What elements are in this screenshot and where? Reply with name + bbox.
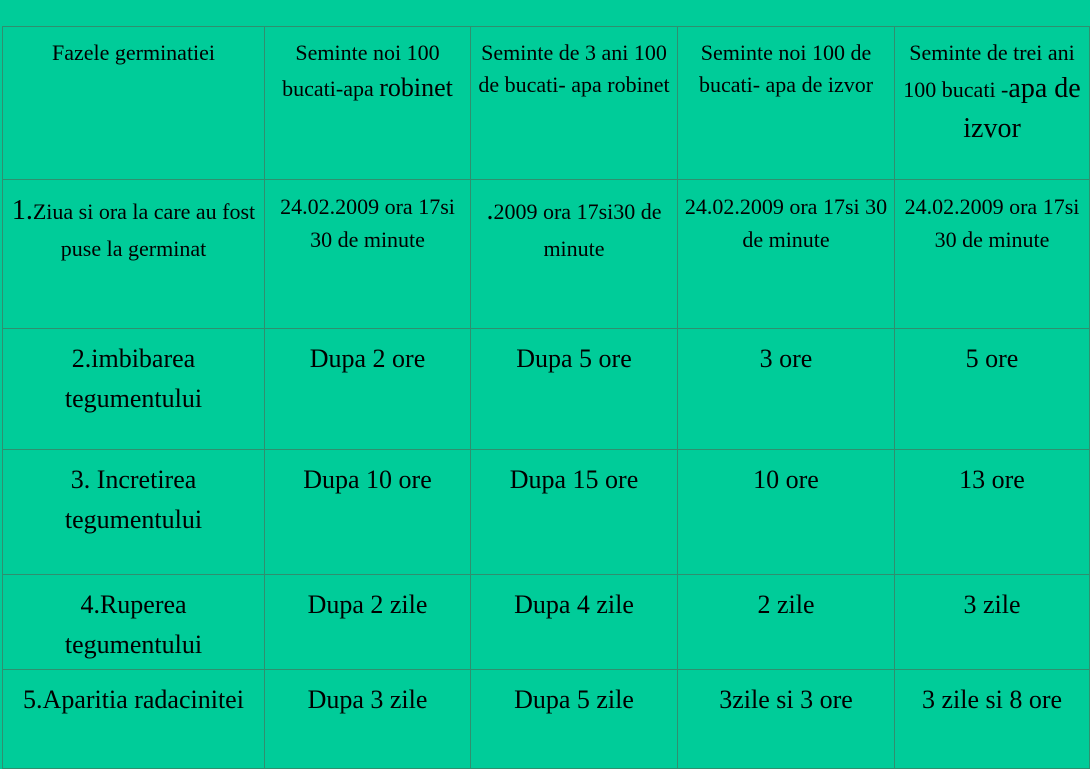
table-row: [3, 670, 1090, 769]
cell-value: 3zile si 3 ore: [719, 685, 853, 714]
value-cell: [678, 575, 895, 670]
cell-value: 5 ore: [965, 344, 1019, 373]
header-old-seeds-tap-label: Seminte de 3 ani 100 de bucati- apa robinet: [478, 40, 670, 97]
value-cell: [471, 180, 678, 329]
table-row: [3, 575, 1090, 670]
cell-value-dot: .: [486, 195, 494, 226]
phase-label: 4.Ruperea tegumentului: [64, 590, 203, 660]
cell-value: Dupa 5 zile: [514, 685, 634, 714]
cell-value: Dupa 5 ore: [516, 344, 632, 373]
value-cell: [471, 670, 678, 769]
header-new-seeds-tap-label: Seminte noi 100 bucati-apa: [282, 40, 440, 101]
phase-label: 5.Aparitia radacinitei: [23, 685, 244, 714]
cell-value: Dupa 15 ore: [509, 465, 639, 494]
cell-value: 24.02.2009 ora 17si 30 de minute: [904, 194, 1080, 252]
value-cell: [678, 180, 895, 329]
value-cell: [265, 180, 471, 329]
header-cell-old-seeds-spring-water: [895, 27, 1090, 180]
cell-value: 24.02.2009 ora 17si 30 de minute: [684, 194, 888, 252]
value-cell: [265, 575, 471, 670]
phase-number: 1.: [11, 195, 33, 226]
table-row: [3, 180, 1090, 329]
value-cell: [678, 670, 895, 769]
header-old-seeds-spring-label: Seminte de trei ani 100 bucati -: [903, 40, 1075, 102]
value-cell: [895, 575, 1090, 670]
cell-value: 3 zile si 8 ore: [921, 685, 1063, 714]
table-row: [3, 329, 1090, 450]
value-cell: [471, 575, 678, 670]
cell-value: 3 ore: [759, 344, 813, 373]
cell-value: Dupa 10 ore: [303, 465, 432, 494]
value-cell: [678, 329, 895, 450]
cell-value: Dupa 2 ore: [309, 344, 426, 373]
header-cell-phases: [3, 27, 265, 180]
phase-label: 3. Incretirea tegumentului: [64, 465, 203, 535]
cell-value: 2 zile: [757, 590, 815, 619]
phase-cell: [3, 329, 265, 450]
header-cell-new-seeds-tap-water: [265, 27, 471, 180]
value-cell: [471, 450, 678, 575]
value-cell: [895, 329, 1090, 450]
cell-value: 3 zile: [963, 590, 1021, 619]
table-row: [3, 450, 1090, 575]
cell-value: Dupa 4 zile: [514, 590, 634, 619]
phase-label: 2.imbibarea tegumentului: [64, 344, 203, 414]
header-cell-new-seeds-spring-water: [678, 27, 895, 180]
germination-table: [2, 26, 1090, 769]
header-new-seeds-tap-label-end: robinet: [379, 72, 453, 102]
header-new-seeds-spring-label: Seminte noi 100 de bucati- apa de izvor: [698, 40, 874, 97]
cell-value: 2009 ora 17si30 de minute: [493, 199, 662, 261]
value-cell: [265, 670, 471, 769]
value-cell: [265, 329, 471, 450]
cell-value: Dupa 3 zile: [307, 685, 428, 714]
value-cell: [471, 329, 678, 450]
header-cell-old-seeds-tap-water: [471, 27, 678, 180]
cell-value: 13 ore: [959, 465, 1025, 494]
phase-label: Ziua si ora la care au fost puse la germinat: [32, 199, 256, 261]
value-cell: [678, 450, 895, 575]
value-cell: [895, 180, 1090, 329]
cell-value: Dupa 2 zile: [307, 590, 428, 619]
phase-cell: [3, 180, 265, 329]
cell-value: 10 ore: [753, 465, 819, 494]
cell-value: 24.02.2009 ora 17si 30 de minute: [280, 194, 455, 252]
header-phases-label: Fazele germinatiei: [51, 40, 216, 65]
phase-cell: [3, 450, 265, 575]
phase-cell: [3, 575, 265, 670]
header-old-seeds-spring-label-end: apa de izvor: [963, 72, 1081, 145]
table-header-row: [3, 27, 1090, 180]
value-cell: [265, 450, 471, 575]
value-cell: [895, 450, 1090, 575]
phase-cell: [3, 670, 265, 769]
value-cell: [895, 670, 1090, 769]
